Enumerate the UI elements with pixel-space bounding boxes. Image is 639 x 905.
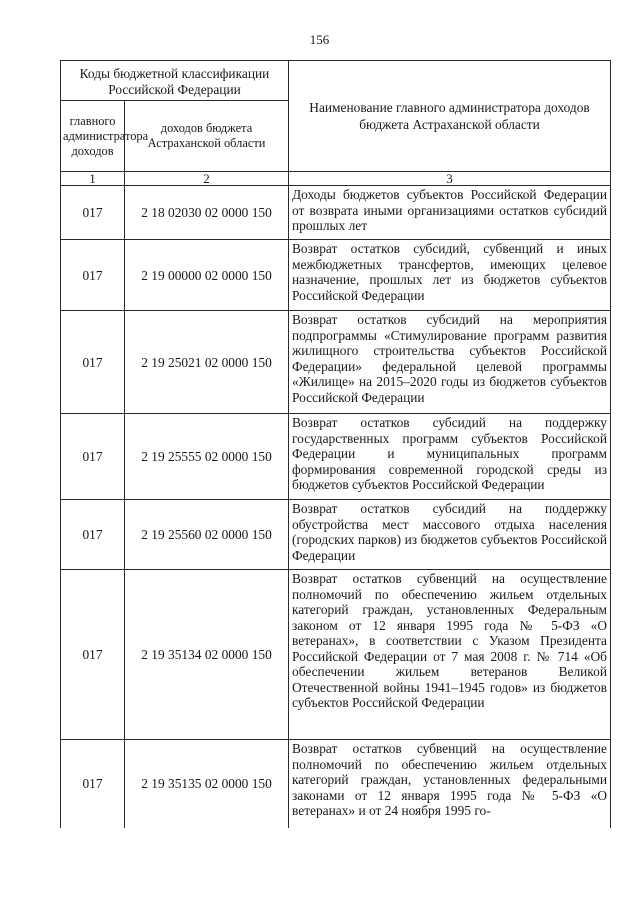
admin-code-cell: 017 xyxy=(61,740,125,828)
header-income-code: доходов бюджета Астраханской области xyxy=(125,101,289,172)
table-row xyxy=(61,240,611,311)
table-row xyxy=(61,186,611,240)
table-row xyxy=(61,414,611,500)
income-code-cell: 2 19 25555 02 0000 150 xyxy=(125,414,289,500)
column-number: 2 xyxy=(125,172,289,186)
income-code-cell: 2 18 02030 02 0000 150 xyxy=(125,186,289,240)
table-row xyxy=(61,740,611,828)
income-code-cell: 2 19 25021 02 0000 150 xyxy=(125,311,289,414)
admin-code-cell: 017 xyxy=(61,311,125,414)
income-name-cell: Возврат остатков субсидий на поддержку обустройства мест массового отдыха населения (городских парков) из бюджетов субъектов Российской Федерации xyxy=(289,500,611,570)
page-number: 156 xyxy=(309,32,330,47)
admin-code-cell: 017 xyxy=(61,414,125,500)
income-code-cell: 2 19 35134 02 0000 150 xyxy=(125,570,289,740)
budget-classification-table xyxy=(60,60,611,828)
admin-code-cell: 017 xyxy=(61,186,125,240)
admin-code-cell: 017 xyxy=(61,240,125,311)
income-name-cell: Доходы бюджетов субъектов Российской Федерации от возврата иными организациями остатков субсидий прошлых лет xyxy=(289,186,611,240)
income-code-cell: 2 19 35135 02 0000 150 xyxy=(125,740,289,828)
header-admin-code: главного администратора доходов xyxy=(61,101,125,172)
admin-code-cell: 017 xyxy=(61,570,125,740)
income-code-cell: 2 19 25560 02 0000 150 xyxy=(125,500,289,570)
table-row xyxy=(61,570,611,740)
income-name-cell: Возврат остатков субвенций на осуществление полномочий по обеспечению жильем отдельных категорий граждан, установленных федеральными законами от 12 января 1995 года № 5-ФЗ «О ветеранах» и от 24 ноября 1995 го- xyxy=(289,740,611,828)
column-number: 1 xyxy=(61,172,125,186)
income-name-cell: Возврат остатков субсидий на поддержку государственных программ субъектов Российской Федерации и муниципальных программ формирования современной городской среды из бюджетов субъектов Российской Федерации xyxy=(289,414,611,500)
column-number-row xyxy=(61,172,611,186)
header-classification: Коды бюджетной классификации Российской Федерации xyxy=(61,61,289,101)
header-admin-name: Наименование главного администратора доходов бюджета Астраханской области xyxy=(289,61,611,172)
column-number: 3 xyxy=(289,172,611,186)
admin-code-cell: 017 xyxy=(61,500,125,570)
income-name-cell: Возврат остатков субсидий, субвенций и иных межбюджетных трансфертов, имеющих целевое назначение, прошлых лет из бюджетов субъектов Российской Федерации xyxy=(289,240,611,311)
income-name-cell: Возврат остатков субвенций на осуществление полномочий по обеспечению жильем отдельных категорий граждан, установленных Федеральным законом от 12 января 1995 года № 5-ФЗ «О ветеранах», в соответствии с Указом Президента Российской Федерации от 7 мая 2008 г. № 714 «Об обеспечении жильем ветеранов Великой Отечественной войны 1941–1945 годов» из бюджетов субъектов Российской Федерации xyxy=(289,570,611,740)
table-row xyxy=(61,500,611,570)
income-name-cell: Возврат остатков субсидий на мероприятия подпрограммы «Стимулирование программ развития жилищного строительства субъектов Российской Федерации» федеральной целевой программы «Жилище» на 2015–2020 годы из бюджетов субъектов Российской Федерации xyxy=(289,311,611,414)
income-code-cell: 2 19 00000 02 0000 150 xyxy=(125,240,289,311)
table-row xyxy=(61,311,611,414)
